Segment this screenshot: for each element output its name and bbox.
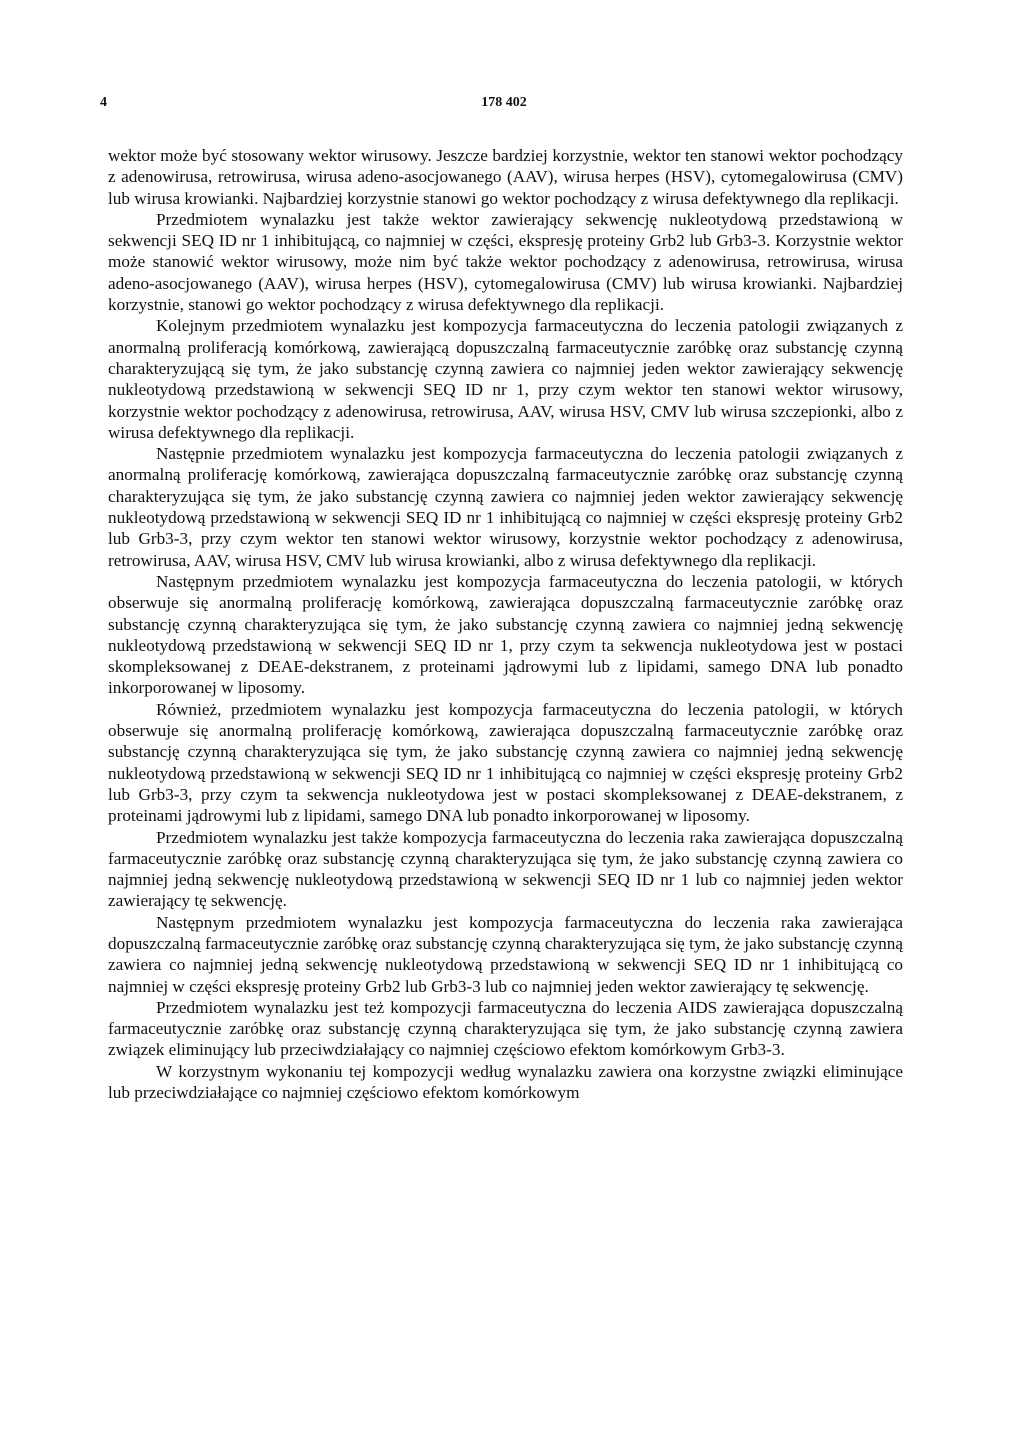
paragraph: wektor może być stosowany wektor wirusowy. Jeszcze bardziej korzystnie, wektor ten stanowi wektor pochodzący z adenowirusa, retrowirusa, wirusa adeno-asocjowanego (AAV), wirusa herpes (HSV), cytomegalowirusa (CMV) lub wirusa krowianki. Najbardziej korzystnie stanowi go wektor pochodzący z wirusa defektywnego dla replikacji. [108,146,903,208]
page-header [100,95,908,115]
paragraph: Następnym przedmiotem wynalazku jest kompozycja farmaceutyczna do leczenia raka zawierająca dopuszczalną farmaceutycznie zaróbkę oraz substancję czynną charakteryzująca się tym, że jako substancję czynną zawiera co najmniej jedną sekwencję nukleotydową przedstawioną w sekwencji SEQ ID nr 1 inhibitującą co najmniej w części ekspresję proteiny Grb2 lub Grb3-3 lub co najmniej jeden wektor zawierający tę sekwencję. [108,912,903,996]
paragraph: Przedmiotem wynalazku jest także wektor zawierający sekwencję nukleotydową przedstawioną w sekwencji SEQ ID nr 1 inhibitującą, co najmniej w części, ekspresję proteiny Grb2 lub Grb3-3. Korzystnie wektor może stanowić wektor wirusowy, może nim być także wektor pochodzący z adenowirusa, retrowirusa, wirusa adeno-asocjowanego (AAV), wirusa herpes (HSV), cytomegalowirusa (CMV) lub wirusa krowianki. Najbardziej korzystnie, stanowi go wektor pochodzący z wirusa defektywnego dla replikacji. [108,209,903,315]
paragraph: Przedmiotem wynalazku jest także kompozycja farmaceutyczna do leczenia raka zawierająca dopuszczalną farmaceutycznie zaróbkę oraz substancję czynną charakteryzująca się tym, że jako substancję czynną zawiera co najmniej jedną sekwencję nukleotydową przedstawioną w sekwencji SEQ ID nr 1 lub co najmniej jeden wektor zawierający tę sekwencję. [108,827,903,911]
patent-number: 178 402 [481,95,527,110]
paragraph: Następnie przedmiotem wynalazku jest kompozycja farmaceutyczna do leczenia patologii związanych z anormalną proliferację komórkową, zawierająca dopuszczalną farmaceutycznie zaróbkę oraz substancję czynną charakteryzująca się tym, że jako substancję czynną zawiera co najmniej jeden wektor zawierający sekwencję nukleotydową przedstawioną w sekwencji SEQ ID nr 1 inhibitującą co najmniej w części ekspresję proteiny Grb2 lub Grb3-3, przy czym wektor ten stanowi wektor wirusowy, korzystnie wektor pochodzący z adenowirusa, retrowirusa, AAV, wirusa HSV, CMV lub wirusa krowianki, albo z wirusa defektywnego dla replikacji. [108,444,903,570]
paragraph: Następnym przedmiotem wynalazku jest kompozycja farmaceutyczna do leczenia patologii, w których obserwuje się anormalną proliferację komórkową, zawierająca dopuszczalną farmaceutycznie zaróbkę oraz substancję czynną charakteryzująca się tym, że jako substancję czynną zawiera co najmniej jedną sekwencję nukleotydową przedstawioną w sekwencji SEQ ID nr 1, przy czym ta sekwencja nukleotydowa jest w postaci skompleksowanej z DEAE-dekstranem, z proteinami jądrowymi lub z lipidami, samego DNA lub ponadto inkorporowanej w liposomy. [108,571,903,698]
body-text [108,145,903,1103]
paragraph: Przedmiotem wynalazku jest też kompozycji farmaceutyczna do leczenia AIDS zawierająca dopuszczalną farmaceutycznie zaróbkę oraz substancję czynną charakteryzująca się tym, że jako substancję czynną zawiera związek eliminujący lub przeciwdziałający co najmniej częściowo efektom komórkowym Grb3-3. [108,997,903,1060]
paragraph: Również, przedmiotem wynalazku jest kompozycja farmaceutyczna do leczenia patologii, w których obserwuje się anormalną proliferację komórkową, zawierająca dopuszczalną farmaceutycznie zaróbkę oraz substancję czynną charakteryzująca się tym, że jako substancję czynną zawiera co najmniej jedną sekwencję nukleotydową przedstawioną w sekwencji SEQ ID nr 1 inhibitującą co najmniej w części ekspresję proteiny Grb2 lub Grb3-3, przy czym ta sekwencja nukleotydowa jest w postaci skompleksowanej z DEAE-dekstranem, z proteinami jądrowymi lub z lipidami, samego DNA lub ponadto inkorporowanej w liposomy. [108,699,903,826]
paragraph: Kolejnym przedmiotem wynalazku jest kompozycja farmaceutyczna do leczenia patologii związanych z anormalną proliferacją komórkową, zawierającą dopuszczalną farmaceutycznie zaróbkę oraz substancję czynną charakteryzującą się tym, że jako substancję czynną zawiera co najmniej jeden wektor zawierający sekwencję nukleotydową przedstawioną w sekwencji SEQ ID nr 1, przy czym wektor ten stanowi wektor wirusowy, korzystnie wektor pochodzący z adenowirusa, retrowirusa, AAV, wirusa HSV, CMV lub wirusa szczepionki, albo z wirusa defektywnego dla replikacji. [108,316,903,442]
page-number: 4 [100,95,107,110]
paragraph: W korzystnym wykonaniu tej kompozycji według wynalazku zawiera ona korzystne związki eliminujące lub przeciwdziałające co najmniej częściowo efektom komórkowym [108,1061,903,1103]
